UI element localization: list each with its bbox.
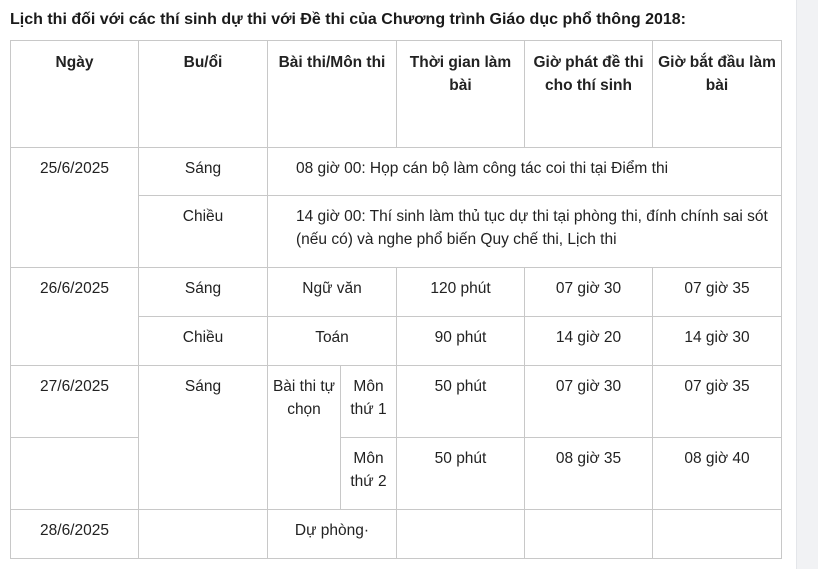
duration-cell: 120 phút (397, 268, 525, 317)
session-cell: Sáng (139, 268, 268, 317)
date-cell: 28/6/2025 (11, 510, 139, 559)
date-cell: 27/6/2025 (11, 366, 139, 438)
handout-time-cell: 07 giờ 30 (525, 268, 653, 317)
handout-time-cell: 14 giờ 20 (525, 317, 653, 366)
header-gio-phat-de: Giờ phát đề thi cho thí sinh (525, 41, 653, 148)
table-header-row (11, 41, 782, 148)
header-bai-thi: Bài thi/Môn thi (268, 41, 397, 148)
table-row (11, 268, 782, 317)
subject-cell: Ngữ văn (268, 268, 397, 317)
start-time-cell: 14 giờ 30 (653, 317, 782, 366)
table-row (11, 510, 782, 559)
header-ngay: Ngày (11, 41, 139, 148)
session-cell: Chiều (139, 196, 268, 268)
date-cell: 25/6/2025 (11, 148, 139, 268)
empty-cell (525, 510, 653, 559)
header-buoi: Bu/ổi (139, 41, 268, 148)
elective-cell: Bài thi tự chọn (268, 366, 341, 510)
empty-cell (397, 510, 525, 559)
reserve-cell: Dự phòng· (268, 510, 397, 559)
table-row (11, 148, 782, 196)
empty-cell (653, 510, 782, 559)
start-time-cell: 07 giờ 35 (653, 366, 782, 438)
handout-time-cell: 07 giờ 30 (525, 366, 653, 438)
empty-cell (139, 510, 268, 559)
empty-cell (11, 438, 139, 510)
header-thoi-gian: Thời gian làm bài (397, 41, 525, 148)
date-cell: 26/6/2025 (11, 268, 139, 366)
duration-cell: 50 phút (397, 438, 525, 510)
subject-cell: Môn thứ 1 (341, 366, 397, 438)
start-time-cell: 07 giờ 35 (653, 268, 782, 317)
page-title: Lịch thi đối với các thí sinh dự thi với Đề thi của Chương trình Giáo dục phổ thông 2018: (10, 11, 686, 28)
table-row (11, 438, 782, 510)
session-cell: Sáng (139, 366, 268, 510)
scrollbar-track[interactable] (796, 0, 818, 569)
header-gio-bat-dau: Giờ bắt đầu làm bài (653, 41, 782, 148)
session-cell: Chiều (139, 317, 268, 366)
duration-cell: 90 phút (397, 317, 525, 366)
subject-cell: Toán (268, 317, 397, 366)
note-cell: 14 giờ 00: Thí sinh làm thủ tục dự thi tại phòng thi, đính chính sai sót (nếu có) và nghe phổ biến Quy chế thi, Lịch thi (268, 196, 782, 268)
start-time-cell: 08 giờ 40 (653, 438, 782, 510)
table-row (11, 366, 782, 438)
exam-schedule-table (10, 40, 782, 559)
handout-time-cell: 08 giờ 35 (525, 438, 653, 510)
session-cell: Sáng (139, 148, 268, 196)
subject-cell: Môn thứ 2 (341, 438, 397, 510)
note-cell: 08 giờ 00: Họp cán bộ làm công tác coi thi tại Điểm thi (268, 148, 782, 196)
duration-cell: 50 phút (397, 366, 525, 438)
